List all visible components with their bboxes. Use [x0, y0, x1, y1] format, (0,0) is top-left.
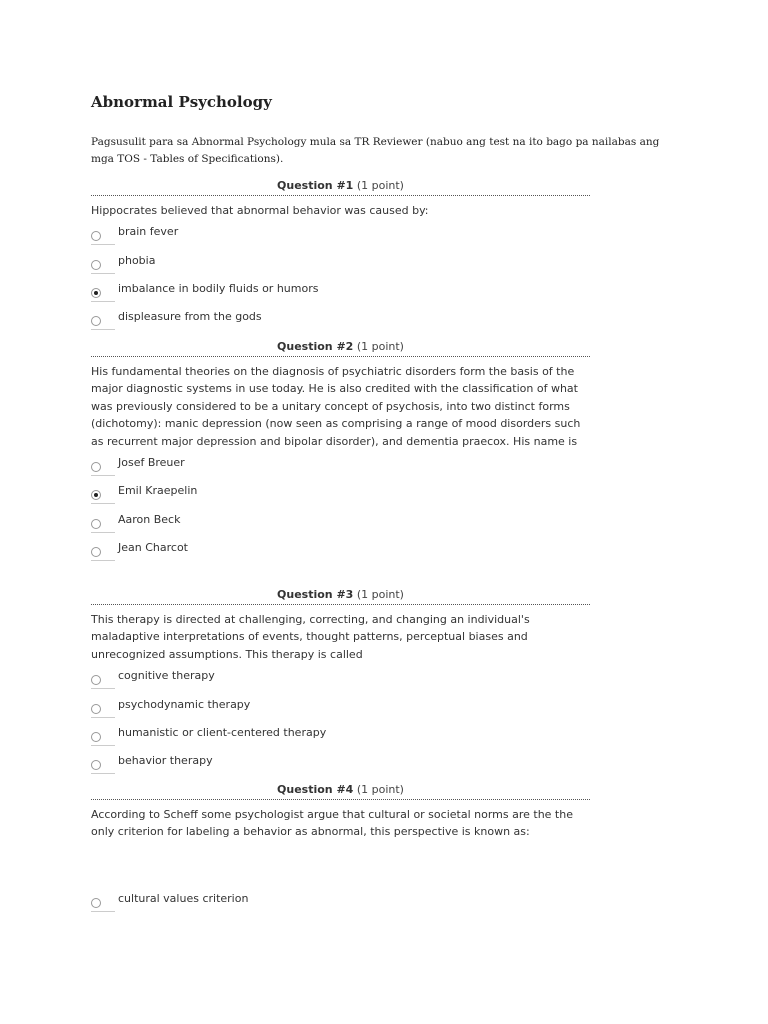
answer-option[interactable]: [91, 280, 590, 308]
option-label[interactable]: humanistic or client-centered therapy: [118, 725, 327, 739]
divider: [91, 560, 115, 561]
question-text: This therapy is directed at challenging, correcting, and changing an individual's maladaptive interpretations of events, thought patterns, perceptual biases and unrecognized assumptions. This therapy is called: [91, 613, 530, 661]
answer-option[interactable]: [91, 696, 590, 724]
option-label[interactable]: brain fever: [118, 225, 179, 239]
question-number: Question #3: [277, 588, 354, 601]
question-header: [91, 587, 590, 605]
answer-option[interactable]: [91, 539, 590, 567]
option-label[interactable]: imbalance in bodily fluids or humors: [118, 282, 319, 295]
divider: [91, 244, 115, 245]
option-label[interactable]: cognitive therapy: [118, 669, 215, 683]
question-header: [91, 339, 590, 357]
quiz-description: Pagsusulit para sa Abnormal Psychology mula sa TR Reviewer (nabuo ang test na ito bago pa nailabas ang mga TOS - Tables of Specifications).: [91, 136, 660, 165]
divider: [91, 273, 115, 274]
radio-button[interactable]: [91, 519, 101, 529]
answer-option[interactable]: [91, 511, 590, 539]
question-1: [91, 178, 590, 337]
divider: [91, 745, 115, 746]
answer-option[interactable]: [91, 252, 590, 280]
divider: [91, 773, 115, 774]
radio-button[interactable]: [91, 704, 101, 714]
question-text: According to Scheff some psychologist argue that cultural or societal norms are the the only criterion for labeling a behavior as abnormal, this perspective is known as:: [91, 808, 573, 839]
divider: [91, 475, 115, 476]
answer-option[interactable]: [91, 752, 590, 780]
option-label[interactable]: Aaron Beck: [118, 512, 181, 526]
answer-option[interactable]: [91, 724, 590, 752]
radio-button[interactable]: [91, 316, 101, 326]
divider: [91, 532, 115, 533]
question-number: Question #4: [277, 783, 354, 796]
radio-button[interactable]: [91, 231, 101, 241]
option-label[interactable]: displeasure from the gods: [118, 310, 262, 324]
question-points: (1 point): [356, 588, 404, 601]
divider: [91, 329, 115, 330]
answer-option[interactable]: [91, 890, 590, 918]
option-label[interactable]: behavior therapy: [118, 754, 213, 768]
radio-button-selected[interactable]: [91, 490, 101, 500]
radio-button[interactable]: [91, 760, 101, 770]
answer-option[interactable]: [91, 667, 590, 695]
answer-option[interactable]: [91, 482, 590, 510]
radio-button-selected[interactable]: [91, 288, 101, 298]
question-3: [91, 587, 590, 780]
option-label[interactable]: Josef Breuer: [118, 456, 185, 470]
option-label[interactable]: psychodynamic therapy: [118, 697, 251, 711]
question-points: (1 point): [356, 179, 404, 192]
page-title: Abnormal Psychology: [91, 93, 272, 111]
question-number: Question #2: [277, 340, 354, 353]
question-number: Question #1: [277, 179, 354, 192]
answer-option[interactable]: [91, 308, 590, 336]
option-label[interactable]: cultural values criterion: [118, 891, 249, 905]
radio-button[interactable]: [91, 547, 101, 557]
radio-button[interactable]: [91, 260, 101, 270]
question-text: Hippocrates believed that abnormal behavior was caused by:: [91, 204, 429, 217]
question-header: [91, 178, 590, 196]
option-label[interactable]: Jean Charcot: [118, 540, 188, 554]
divider: [91, 688, 115, 689]
divider: [91, 301, 115, 302]
option-label[interactable]: phobia: [118, 253, 156, 267]
answer-option[interactable]: [91, 454, 590, 482]
radio-button[interactable]: [91, 732, 101, 742]
divider: [91, 503, 115, 504]
option-label[interactable]: Emil Kraepelin: [118, 484, 198, 498]
radio-button[interactable]: [91, 675, 101, 685]
question-2: [91, 339, 590, 567]
question-text: His fundamental theories on the diagnosis of psychiatric disorders form the basis of the major diagnostic systems in use today. He is also credited with the classification of what was previously considered to be a unitary concept of psychosis, into two distinct forms (dichotomy): manic depression (now seen as comprising a range of mood disorders such as recurrent major depression and bipolar disorder), and dementia praecox. His name is: [91, 365, 581, 448]
question-header: [91, 782, 590, 800]
radio-button[interactable]: [91, 462, 101, 472]
question-points: (1 point): [356, 783, 404, 796]
divider: [91, 911, 115, 912]
divider: [91, 717, 115, 718]
radio-button[interactable]: [91, 898, 101, 908]
answer-option[interactable]: [91, 223, 590, 251]
question-points: (1 point): [356, 340, 404, 353]
question-4: [91, 782, 590, 918]
